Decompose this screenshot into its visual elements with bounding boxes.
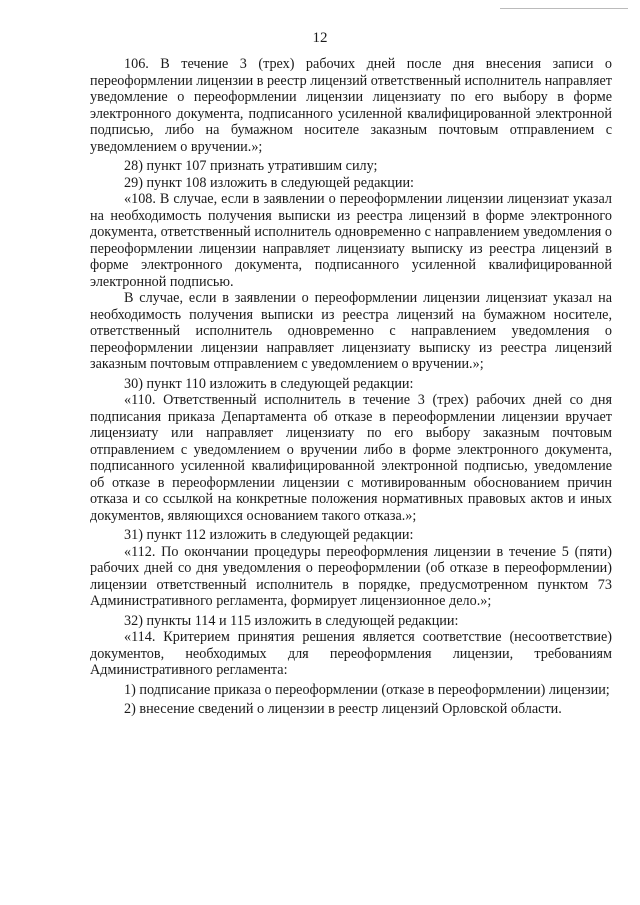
paragraph-114-item-2: 2) внесение сведений о лицензии в реестр лицензий Орловской области. — [124, 701, 562, 717]
paragraph-112: «112. По окончании процедуры переоформления лицензии в течение 5 (пяти) рабочих дней со дня уведомления о переоформлении (об отказе в переоформлении) лицензии ответственный исполнитель в порядке, предусмотренном пунктом 73 Административного регламента, формирует лицензионное дело.»; — [90, 543, 612, 609]
paragraph-108-cont: В случае, если в заявлении о переоформлении лицензии лицензиат указал на необходимость получения выписки из реестра лицензий на бумажном носителе, ответственный исполнитель одновременно с направлением уведомления о переоформлении лицензии направляет лицензиату выписку из реестра лицензий заказным почтовым отправлением с уведомлением о вручении.»; — [90, 290, 612, 372]
paragraph-item-28: 28) пункт 107 признать утратившим силу; — [124, 158, 378, 174]
paragraph-item-30: 30) пункт 110 изложить в следующей редакции: — [124, 375, 414, 392]
corner-mark — [500, 8, 628, 13]
paragraph-item-32: 32) пункты 114 и 115 изложить в следующей редакции: — [124, 612, 459, 629]
paragraph-106: 106. В течение 3 (трех) рабочих дней после дня внесения записи о переоформлении лицензии в реестр лицензий ответственный исполнитель направляет уведомление о переоформлении лицензии лицензиату по его выбору в форме электронного документа, подписанного усиленной квалифицированной электронной подписью, либо на бумажном носителе заказным почтовым отправлением с уведомлением о вручении.»; — [90, 56, 613, 155]
paragraph-108: «108. В случае, если в заявлении о переоформлении лицензии лицензиат указал на необходимость получения выписки из реестра лицензий в форме электронного документа, ответственный исполнитель одновременно с направлением уведомления о переоформлении лицензии направляет лицензиату выписку из реестра лицензий в форме электронного документа, подписанного усиленной квалифицированной электронной подписью. — [90, 191, 612, 290]
paragraph-114: «114. Критерием принятия решения является соответствие (несоответствие) документов, необходимых для переоформления лицензии, требованиям Административного регламента: — [90, 629, 612, 678]
page-number: 12 — [312, 30, 328, 46]
paragraph-110: «110. Ответственный исполнитель в течение 3 (трех) рабочих дней со дня подписания приказа Департамента об отказе в переоформлении лицензии вручает лицензиату или направляет лицензиату по его выбору заказным почтовым отправлением с уведомлением о вручении либо в форме электронного документа, подписанного усиленной квалифицированной электронной подписью, уведомление об отказе в переоформлении лицензии с мотивированным обоснованием причин отказа и со ссылкой на конкретные положения нормативных правовых актов и иных документов, являющихся основанием такого отказа.»; — [90, 392, 612, 524]
paragraph-item-29: 29) пункт 108 изложить в следующей редакции: — [124, 174, 414, 191]
paragraph-item-31: 31) пункт 112 изложить в следующей редакции: — [124, 527, 414, 543]
paragraph-114-item-1: 1) подписание приказа о переоформлении (отказе в переоформлении) лицензии; — [124, 681, 610, 698]
document-body — [90, 56, 612, 718]
